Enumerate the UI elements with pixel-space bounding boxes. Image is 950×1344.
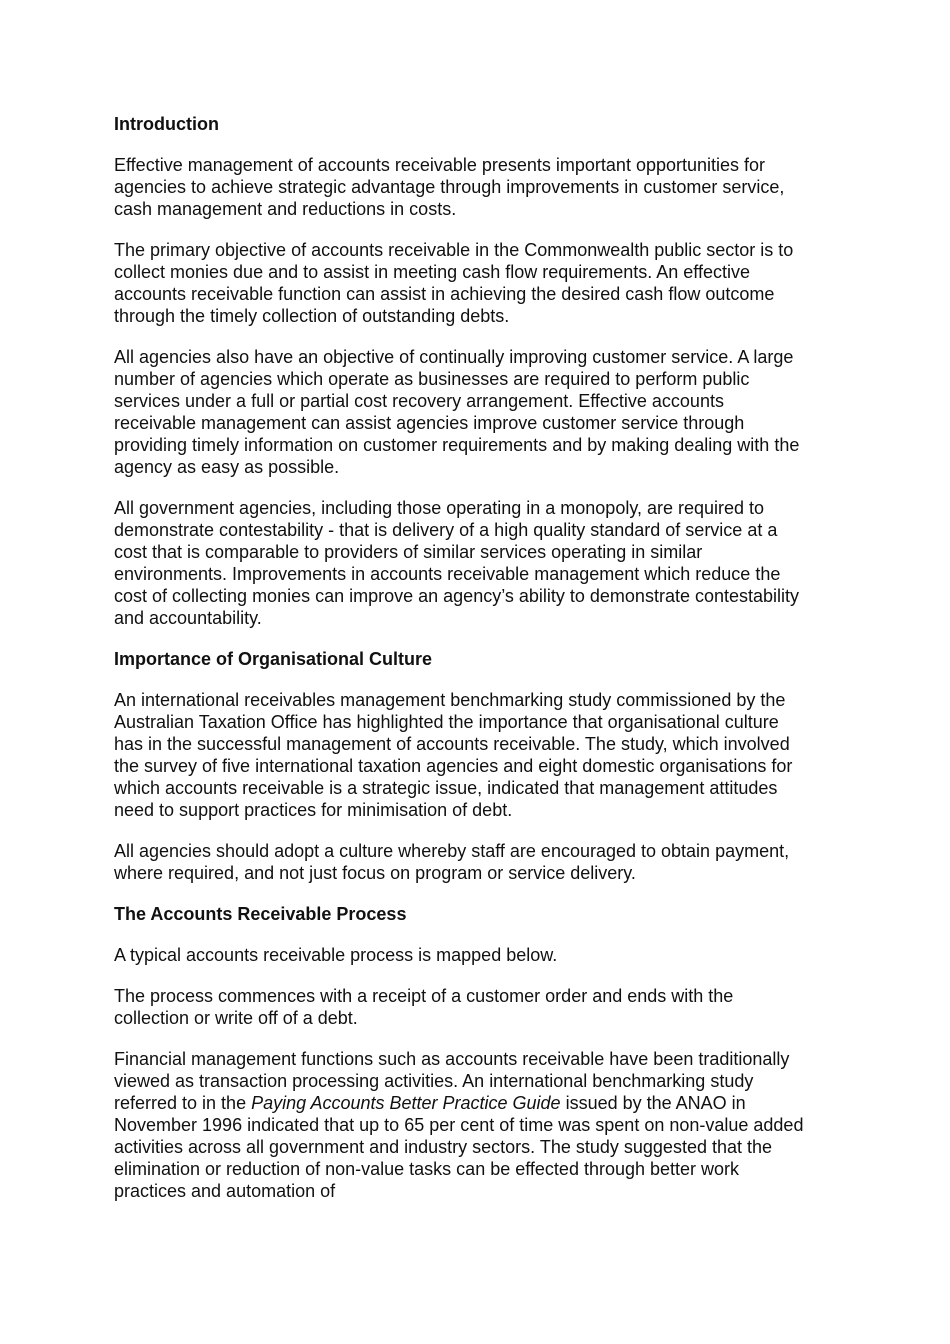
final-paragraph-text-continued: issued by the ANAO in November 1996 indicated that up to 65 per cent of time was spent on non-value added activities across all government and industry sectors. The study suggested that the elimination or reduction of non-value tasks can be effected through better work practices and automation of [114,1093,804,1201]
paragraph: All agencies also have an objective of continually improving customer service. A large number of agencies which operate as businesses are required to perform public services under a full or partial cost recovery arrangement. Effective accounts receivable management can assist agencies improve customer service through providing timely information on customer requirements and by making dealing with the agency as easy as possible. [114,347,800,477]
paragraph: All government agencies, including those operating in a monopoly, are required to demonstrate contestability - that is delivery of a high quality standard of service at a cost that is comparable to providers of similar services operating in similar environments. Improvements in accounts receivable management which reduce the cost of collecting monies can improve an agency’s ability to demonstrate contestability and accountability. [114,498,800,628]
final-paragraph-text: Financial management functions such as accounts receivable have been traditionally viewed as transaction processing activities. An international benchmarking study referred to in the [114,1049,790,1113]
section-accounts-receivable-process [114,903,804,1202]
document-page [114,113,804,1221]
section-introduction [114,113,804,629]
section-organisational-culture [114,648,804,884]
paragraph: All agencies should adopt a culture whereby staff are encouraged to obtain payment, where required, and not just focus on program or service delivery. [114,841,790,883]
paragraph: A typical accounts receivable process is mapped below. [114,945,558,965]
section-heading: Importance of Organisational Culture [114,649,433,669]
guide-title: Paying Accounts Better Practice Guide [251,1093,561,1113]
final-paragraph [114,1048,804,1202]
paragraph: The primary objective of accounts receivable in the Commonwealth public sector is to collect monies due and to assist in meeting cash flow requirements. An effective accounts receivable function can assist in achieving the desired cash flow outcome through the timely collection of outstanding debts. [114,240,794,326]
section-heading: Introduction [114,114,219,134]
paragraph: Effective management of accounts receivable presents important opportunities for agencies to achieve strategic advantage through improvements in customer service, cash management and reductions in costs. [114,155,785,219]
section-heading: The Accounts Receivable Process [114,904,407,924]
paragraph: The process commences with a receipt of a customer order and ends with the collection or write off of a debt. [114,986,734,1028]
paragraph: An international receivables management benchmarking study commissioned by the Australian Taxation Office has highlighted the importance that organisational culture has in the successful management of accounts receivable. The study, which involved the survey of five international taxation agencies and eight domestic organisations for which accounts receivable is a strategic issue, indicated that management attitudes need to support practices for minimisation of debt. [114,690,793,820]
